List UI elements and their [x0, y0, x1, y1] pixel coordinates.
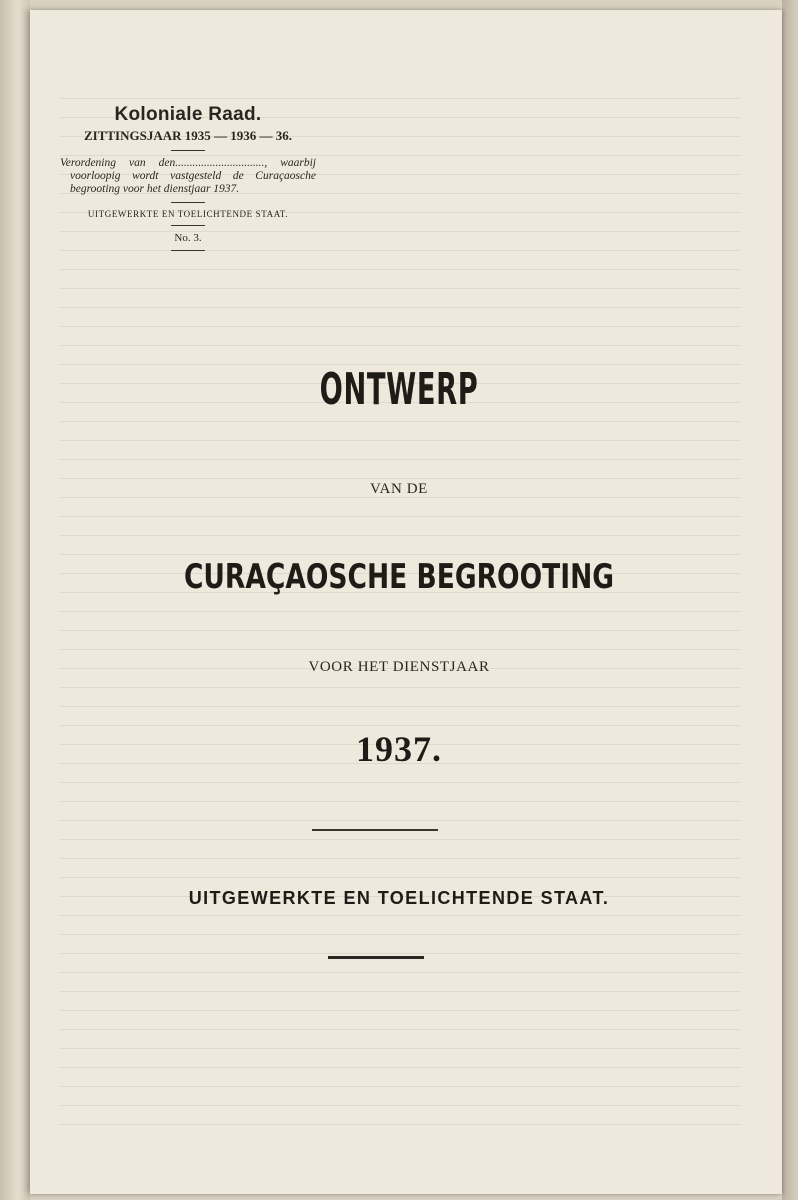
main-title: ONTWERP [319, 364, 479, 415]
header-rule-4 [171, 250, 205, 251]
document-number: No. 3. [174, 232, 202, 244]
footer-title: UITGEWERKTE EN TOELICHTENDE STAAT. [188, 888, 610, 908]
budget-title: CURAÇAOSCHE BEGROOTING [183, 557, 615, 597]
adjacent-page-edge [0, 0, 30, 1200]
middle-rule [312, 829, 438, 831]
van-de-text: VAN DE [370, 481, 428, 497]
header-block [60, 104, 316, 257]
page-right-edge [782, 0, 798, 1200]
header-rule-2 [171, 202, 205, 203]
year: 1937. [356, 729, 442, 769]
header-rule-3 [171, 225, 205, 226]
session-year: ZITTINGSJAAR 1935 — 1936 — 36. [83, 128, 293, 143]
service-year-text: VOOR HET DIENSTJAAR [308, 659, 490, 675]
council-name: Koloniale Raad. [114, 104, 262, 125]
header-subtitle: UITGEWERKTE EN TOELICHTENDE STAAT. [87, 209, 289, 219]
header-rule-1 [171, 150, 205, 151]
bottom-rule [328, 956, 424, 959]
ordinance-text: Verordening van den..............................., waarbij voorloopig wordt vastgesteld de Curaçaosche begrooting voor het dienstjaar 1937. [60, 157, 316, 195]
